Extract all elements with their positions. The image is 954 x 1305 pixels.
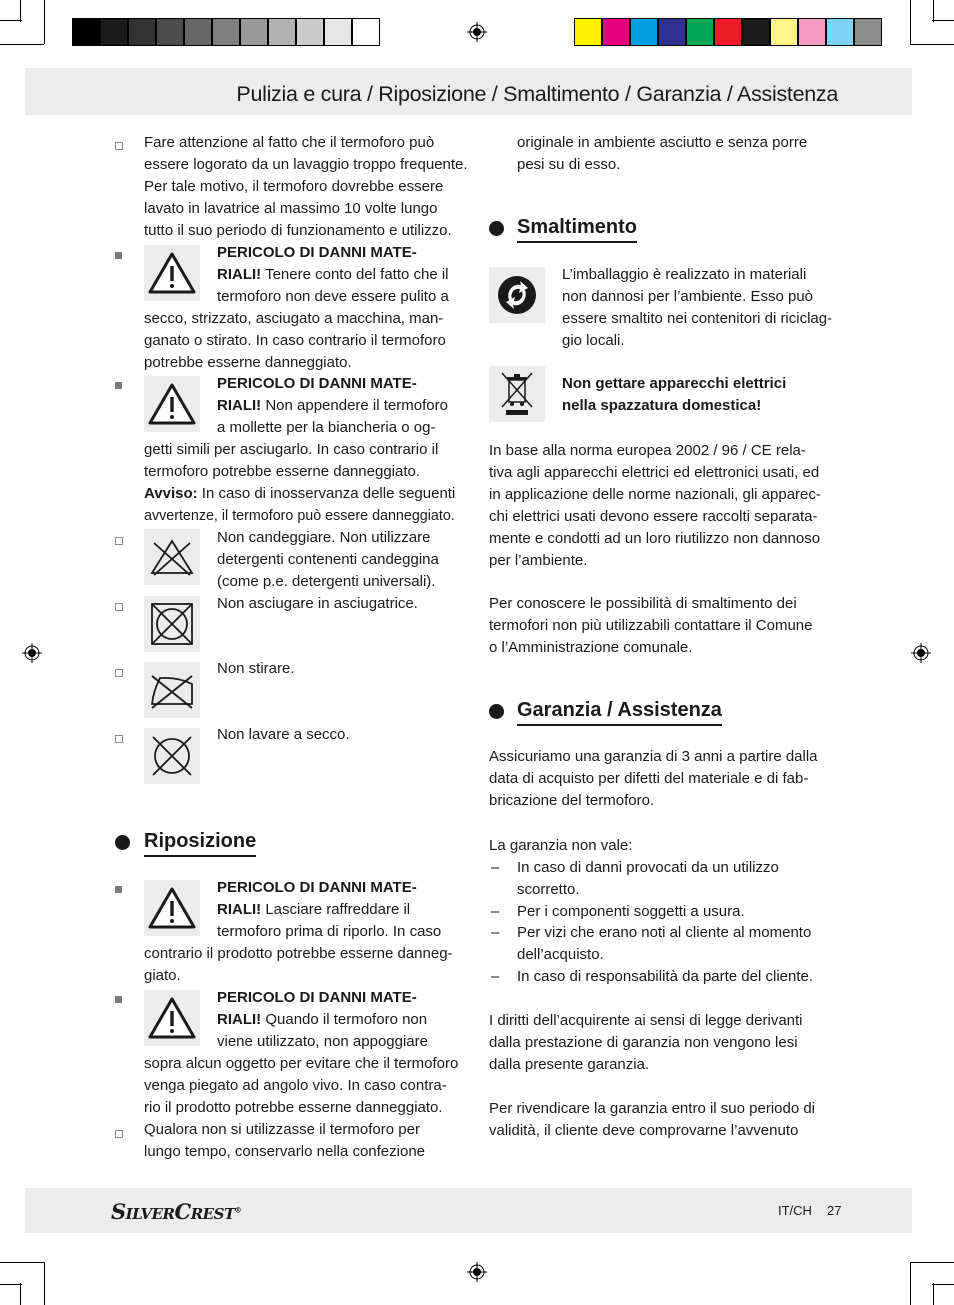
text-line: Fare attenzione al fatto che il termoforo può <box>144 134 435 151</box>
no-tumble-dry-icon <box>144 596 200 652</box>
text-line <box>144 483 455 505</box>
text-line: essere logorato da un lavaggio troppo frequente. <box>144 156 468 173</box>
color-swatch <box>324 18 352 46</box>
text-line <box>217 395 448 417</box>
text-line: Qualora non si utilizzasse il termoforo per <box>144 1121 420 1138</box>
text-line: scorretto. <box>517 881 580 898</box>
text-line: termoforo potrebbe esserne danneggiato. <box>144 463 421 480</box>
crop-mark <box>933 0 934 22</box>
dash-bullet: – <box>491 859 500 876</box>
dash-bullet: – <box>491 903 500 920</box>
text-line: venga piegato ad angolo vivo. In caso contra- <box>144 1077 447 1094</box>
text-line: Per tale motivo, il termoforo dovrebbe essere <box>144 178 444 195</box>
notice-label: Avviso: <box>144 485 198 502</box>
page-number: 27 <box>827 1203 842 1218</box>
warning-triangle-icon <box>144 880 200 936</box>
color-swatch <box>574 18 602 46</box>
text-line: rio il prodotto potrebbe esserne danneggiato. <box>144 1099 443 1116</box>
text-line: bricazione del termoforo. <box>489 792 655 809</box>
section-heading-riposizione: Riposizione <box>144 828 256 857</box>
color-swatch <box>602 18 630 46</box>
color-swatch <box>742 18 770 46</box>
text-line: chi elettrici usati devono essere raccolti separata- <box>489 508 818 525</box>
text-line: avvertenze, il termoforo può essere danneggiato. <box>144 508 455 524</box>
text-line: originale in ambiente asciutto e senza porre <box>517 134 808 151</box>
text-line: o l’Amministrazione comunale. <box>489 639 693 656</box>
page-footer <box>25 1188 912 1233</box>
color-swatch <box>184 18 212 46</box>
text-line: tutto il suo periodo di funzionamento e utilizzo. <box>144 222 452 239</box>
text-line: Non asciugare in asciugatrice. <box>217 595 418 612</box>
text-line: pesi su di esso. <box>517 156 621 173</box>
dash-bullet: – <box>491 968 500 985</box>
open-bullet <box>115 1130 123 1138</box>
warning-label: RIALI! <box>217 397 262 414</box>
crop-mark <box>932 1284 954 1285</box>
text-line: detergenti contenenti candeggina <box>217 551 439 568</box>
text-line: validità, il cliente deve comprovarne l’avvenuto <box>489 1122 799 1139</box>
color-swatch <box>296 18 324 46</box>
text-line: Non gettare apparecchi elettrici <box>562 375 787 392</box>
color-swatch <box>714 18 742 46</box>
text-run: Tenere conto del fatto che il <box>261 266 449 283</box>
brand-letters: ILVER <box>125 1205 175 1223</box>
text-line: Non candeggiare. Non utilizzare <box>217 529 431 546</box>
color-swatch <box>156 18 184 46</box>
open-bullet <box>115 603 123 611</box>
color-swatch <box>72 18 100 46</box>
warning-label: PERICOLO DI DANNI MATE- <box>217 244 417 261</box>
crop-mark <box>910 44 954 45</box>
heading-bullet <box>489 704 504 719</box>
brand-letter: C <box>174 1199 191 1224</box>
language-code: IT/CH <box>778 1203 812 1218</box>
color-swatch <box>268 18 296 46</box>
crop-mark <box>910 1262 954 1263</box>
text-line: I diritti dell’acquirente ai sensi di legge derivanti <box>489 1012 803 1029</box>
text-run: Non appendere il termoforo <box>261 397 448 414</box>
color-swatch <box>352 18 380 46</box>
text-line: viene utilizzato, non appoggiare <box>217 1033 428 1050</box>
weee-crossed-bin-icon <box>489 366 545 422</box>
text-line: In caso di danni provocati da un utilizzo <box>517 859 779 876</box>
text-line <box>217 1009 427 1031</box>
crop-mark <box>932 20 954 21</box>
warning-triangle-icon <box>144 990 200 1046</box>
color-swatch <box>658 18 686 46</box>
brand-logo <box>111 1199 241 1224</box>
text-line: gio locali. <box>562 332 625 349</box>
text-run: Quando il termoforo non <box>261 1011 428 1028</box>
open-bullet <box>115 142 123 150</box>
color-swatch <box>212 18 240 46</box>
text-line: secco, strizzato, asciugato a macchina, man- <box>144 310 444 327</box>
registration-mark-icon <box>467 22 487 42</box>
text-line: termoforo prima di riporlo. In caso <box>217 923 442 940</box>
text-line: Per vizi che erano noti al cliente al momento <box>517 924 812 941</box>
color-swatch <box>798 18 826 46</box>
crop-mark <box>0 1262 44 1263</box>
text-line: Per rivendicare la garanzia entro il suo periodo di <box>489 1100 816 1117</box>
color-swatch <box>854 18 882 46</box>
text-line: L’imballaggio è realizzato in materiali <box>562 266 807 283</box>
open-bullet <box>115 735 123 743</box>
text-line: La garanzia non vale: <box>489 837 633 854</box>
text-line: In base alla norma europea 2002 / 96 / CE rela- <box>489 442 806 459</box>
text-line: giato. <box>144 967 181 984</box>
warning-label: PERICOLO DI DANNI MATE- <box>217 375 417 392</box>
text-line: Per conoscere le possibilità di smaltimento dei <box>489 595 797 612</box>
registration-mark-icon <box>22 643 42 663</box>
text-line: potrebbe esserne danneggiato. <box>144 354 352 371</box>
registered-mark: ® <box>234 1205 242 1215</box>
no-ironing-icon <box>144 662 200 718</box>
warning-triangle-icon <box>144 245 200 301</box>
crop-mark <box>933 1283 934 1305</box>
text-line: dalla presente garanzia. <box>489 1056 650 1073</box>
text-line: dell’acquisto. <box>517 946 604 963</box>
registration-mark-icon <box>911 643 931 663</box>
dash-bullet: – <box>491 924 500 941</box>
text-line: data di acquisto per difetti del materiale e di fab- <box>489 770 809 787</box>
text-line <box>217 264 449 286</box>
warning-label: RIALI! <box>217 1011 262 1028</box>
color-swatch <box>770 18 798 46</box>
text-line: mente e condotti ad un loro riutilizzo non dannoso <box>489 530 821 547</box>
text-run: In caso di inosservanza delle seguenti <box>197 485 456 502</box>
heading-bullet <box>115 835 130 850</box>
text-run: Lasciare raffreddare il <box>261 901 411 918</box>
warning-label: PERICOLO DI DANNI MATE- <box>217 879 417 896</box>
text-line: non dannosi per l’ambiente. Esso può <box>562 288 814 305</box>
text-line <box>217 899 410 921</box>
color-swatch <box>826 18 854 46</box>
section-heading-smaltimento: Smaltimento <box>517 214 637 243</box>
text-line: nella spazzatura domestica! <box>562 397 762 414</box>
warning-label: RIALI! <box>217 901 262 918</box>
square-bullet <box>115 252 122 259</box>
text-line: dalla prestazione di garanzia non vengono lesi <box>489 1034 798 1051</box>
text-line: getti simili per asciugarlo. In caso contrario il <box>144 441 439 458</box>
text-line: termoforo non deve essere pulito a <box>217 288 449 305</box>
crop-mark <box>0 44 44 45</box>
crop-mark <box>0 20 22 21</box>
text-line: lungo tempo, conservarlo nella confezione <box>144 1143 426 1160</box>
text-line: sopra alcun oggetto per evitare che il termoforo <box>144 1055 459 1072</box>
text-line: in applicazione delle norme nazionali, gli apparec- <box>489 486 821 503</box>
color-swatch <box>630 18 658 46</box>
color-swatch <box>128 18 156 46</box>
no-bleach-icon <box>144 529 200 585</box>
text-line: Assicuriamo una garanzia di 3 anni a partire dalla <box>489 748 818 765</box>
text-line: tiva agli apparecchi elettrici ed elettronici usati, ed <box>489 464 820 481</box>
brand-letters: REST <box>190 1205 235 1223</box>
text-line: termofori non più utilizzabili contattare il Comune <box>489 617 813 634</box>
color-swatch <box>240 18 268 46</box>
text-line: Non stirare. <box>217 660 295 677</box>
text-line: ganato o stirato. In caso contrario il termoforo <box>144 332 446 349</box>
text-line: (come p.e. detergenti universali). <box>217 573 436 590</box>
text-line: a mollette per la biancheria o og- <box>217 419 436 436</box>
brand-letter: S <box>111 1199 126 1224</box>
text-line: contrario il prodotto potrebbe esserne danneg- <box>144 945 453 962</box>
text-line: per l’ambiente. <box>489 552 588 569</box>
warning-label: PERICOLO DI DANNI MATE- <box>217 989 417 1006</box>
section-heading-garanzia: Garanzia / Assistenza <box>517 697 722 726</box>
crop-mark <box>44 1262 45 1305</box>
crop-mark <box>20 1283 21 1305</box>
text-line: essere smaltito nei contenitori di riciclag- <box>562 310 833 327</box>
crop-mark <box>0 1284 22 1285</box>
page-title: Pulizia e cura / Riposizione / Smaltimento / Garanzia / Assistenza <box>236 82 838 106</box>
heading-bullet <box>489 221 504 236</box>
text-line: Per i componenti soggetti a usura. <box>517 903 745 920</box>
square-bullet <box>115 886 122 893</box>
square-bullet <box>115 996 122 1003</box>
open-bullet <box>115 669 123 677</box>
text-line: lavato in lavatrice al massimo 10 volte lungo <box>144 200 438 217</box>
text-line: In caso di responsabilità da parte del cliente. <box>517 968 814 985</box>
page-header <box>25 68 912 115</box>
no-dry-clean-icon <box>144 728 200 784</box>
open-bullet <box>115 537 123 545</box>
crop-mark <box>910 0 911 44</box>
warning-triangle-icon <box>144 376 200 432</box>
square-bullet <box>115 382 122 389</box>
warning-label: RIALI! <box>217 266 262 283</box>
crop-mark <box>910 1262 911 1305</box>
green-dot-recycling-icon <box>489 267 545 323</box>
color-swatch <box>100 18 128 46</box>
crop-mark <box>44 0 45 44</box>
crop-mark <box>20 0 21 22</box>
text-line: Non lavare a secco. <box>217 726 350 743</box>
color-swatch <box>686 18 714 46</box>
registration-mark-icon <box>467 1262 487 1282</box>
